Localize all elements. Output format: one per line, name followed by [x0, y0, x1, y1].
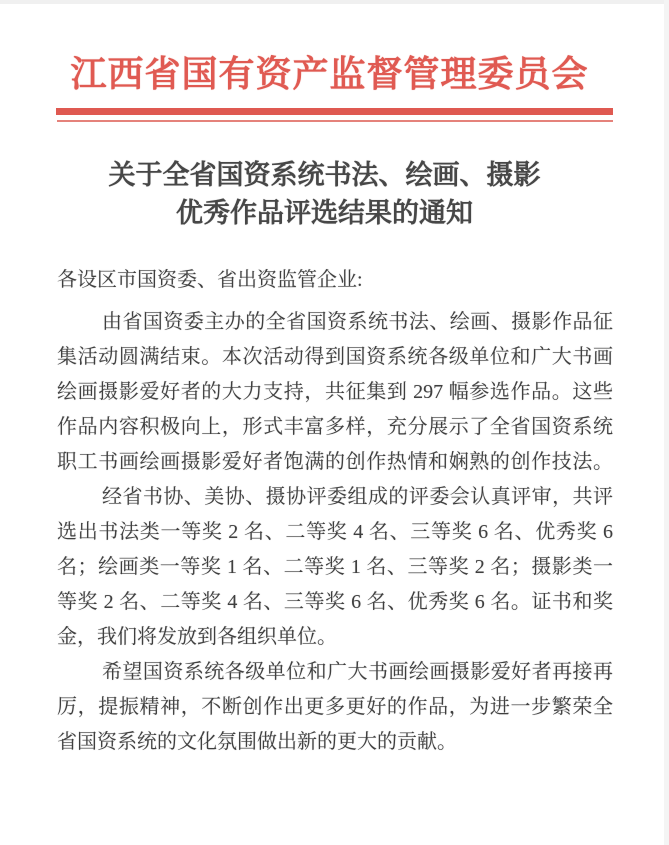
body-line: 希望国资系统各级单位和广大书画绘画摄影爱好者再接再 [102, 661, 613, 683]
body-line: 省国资系统的文化氛围做出新的更大的贡献。 [57, 731, 457, 753]
body-line: 职工书画绘画摄影爱好者饱满的创作热情和娴熟的创作技法。 [57, 451, 613, 473]
salutation-line: 各设区市国资委、省出资监管企业: [57, 269, 363, 291]
document-title-line1: 关于全省国资系统书法、绘画、摄影 [108, 160, 541, 190]
document-body [57, 263, 613, 760]
body-line: 作品内容积极向上，形式丰富多样，充分展示了全省国资系统 [57, 416, 613, 438]
body-line: 选出书法类一等奖 2 名、二等奖 4 名、三等奖 6 名、优秀奖 6 [57, 521, 613, 543]
scan-edge-right [664, 0, 669, 845]
document-title-line2: 优秀作品评选结果的通知 [176, 198, 473, 228]
body-line: 集活动圆满结束。本次活动得到国资系统各级单位和广大书画 [57, 346, 613, 368]
body-line: 金，我们将发放到各组织单位。 [57, 626, 337, 648]
body-line: 由省国资委主办的全省国资系统书法、绘画、摄影作品征 [102, 311, 613, 333]
body-line: 名；绘画类一等奖 1 名、二等奖 1 名、三等奖 2 名；摄影类一 [57, 556, 613, 578]
body-line: 厉，提振精神，不断创作出更多更好的作品，为进一步繁荣全 [57, 696, 613, 718]
body-line: 经省书协、美协、摄协评委组成的评委会认真评审，共评 [102, 486, 613, 508]
scan-edge-top [0, 0, 669, 4]
document-title [0, 156, 649, 232]
letterhead-rule-thick [56, 108, 613, 115]
body-line: 绘画摄影爱好者的大力支持，共征集到 297 幅参选作品。这些 [57, 381, 613, 403]
letterhead-rule-thin [57, 120, 613, 122]
letterhead-org-name: 江西省国有资产监督管理委员会 [70, 54, 589, 94]
body-line: 等奖 2 名、二等奖 4 名、三等奖 6 名、优秀奖 6 名。证书和奖 [57, 591, 613, 613]
